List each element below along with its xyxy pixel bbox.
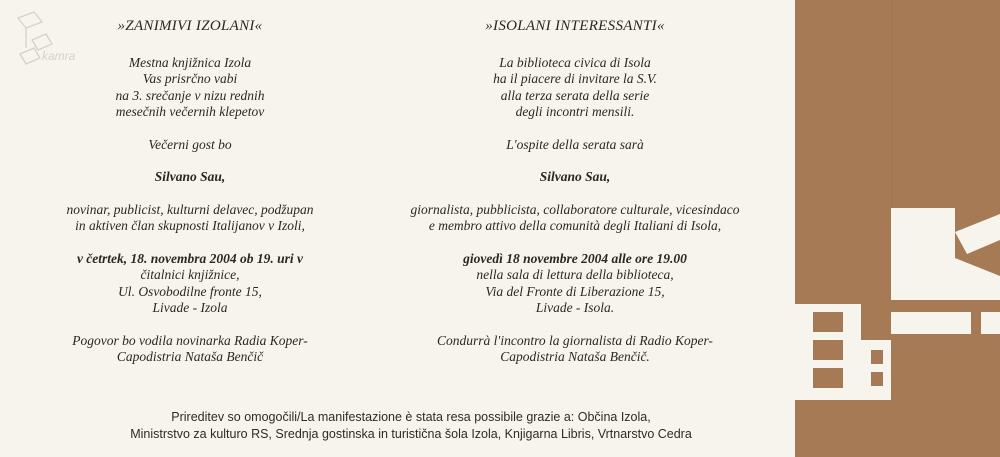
- italian-column: [368, 18, 782, 366]
- italian-guest-name: Silvano Sau,: [539, 169, 611, 184]
- slovenian-venue-line: Livade - Izola: [152, 300, 228, 315]
- italian-venue-line: Via del Fronte di Liberazione 15,: [485, 283, 665, 299]
- italian-title: »ISOLANI INTERESSANTI«: [485, 18, 665, 34]
- slovenian-intro-line: Vas prisrčno vabi: [142, 71, 238, 86]
- slovenian-description-line: novinar, publicist, kulturni delavec, podžupan: [66, 201, 314, 217]
- italian-moderator-line: Condurrà l'incontro la giornalista di Radio Koper-: [437, 332, 713, 348]
- italian-intro-line: alla terza serata della serie: [500, 87, 650, 103]
- italian-intro-line: ha il piacere di invitare la S.V.: [493, 71, 657, 86]
- slovenian-date: v četrtek, 18. novembra 2004 ob 19. uri v: [76, 250, 304, 266]
- italian-description-line: e membro attivo della comunità degli Italiani di Isola,: [428, 218, 722, 233]
- sponsors-footer: [40, 409, 782, 443]
- italian-description-line: giornalista, pubblicista, collaboratore culturale, vicesindaco: [410, 201, 740, 217]
- slovenian-title: »ZANIMIVI IZOLANI«: [117, 18, 263, 34]
- italian-intro-line: degli incontri mensili.: [515, 104, 635, 119]
- slovenian-moderator-line: Pogovor bo vodila novinarka Radia Koper-: [72, 332, 308, 348]
- slovenian-venue-line: Ul. Osvobodilne fronte 15,: [118, 283, 262, 299]
- sponsors-line: Ministrstvo za kulturo RS, Srednja gostinska in turistična šola Izola, Knjigarna Libris, Vrtnarstvo Cedra: [130, 427, 692, 441]
- slovenian-intro-line: mesečnih večernih klepetov: [115, 104, 265, 119]
- slovenian-intro-line: na 3. srečanje v nizu rednih: [115, 87, 265, 103]
- slovenian-description-line: in aktiven član skupnosti Italijanov v Izoli,: [75, 218, 305, 233]
- slovenian-moderator-line: Capodistria Nataša Benčič: [116, 349, 264, 364]
- slovenian-column: [40, 18, 340, 366]
- italian-venue-line: nella sala di lettura della biblioteca,: [476, 267, 674, 282]
- watermark-text: kamra: [42, 49, 76, 63]
- sponsors-line: Prireditev so omogočili/La manifestazione è stata resa possibile grazie a: Občina Izola,: [171, 410, 651, 424]
- italian-venue-line: Livade - Isola.: [535, 300, 615, 315]
- slovenian-guest-label: Večerni gost bo: [148, 136, 232, 152]
- italian-guest-label: L'ospite della serata sarà: [506, 136, 644, 152]
- slovenian-intro-line: Mestna knjižnica Izola: [128, 54, 252, 70]
- italian-intro-line: La biblioteca civica di Isola: [499, 54, 651, 70]
- slovenian-guest-name: Silvano Sau,: [154, 169, 226, 184]
- italian-moderator-line: Capodistria Nataša Benčič.: [500, 349, 650, 364]
- slovenian-venue-line: čitalnici knjižnice,: [140, 267, 240, 282]
- library-logo-mki: [795, 0, 1000, 457]
- italian-date: giovedì 18 novembre 2004 alle ore 19.00: [463, 250, 687, 266]
